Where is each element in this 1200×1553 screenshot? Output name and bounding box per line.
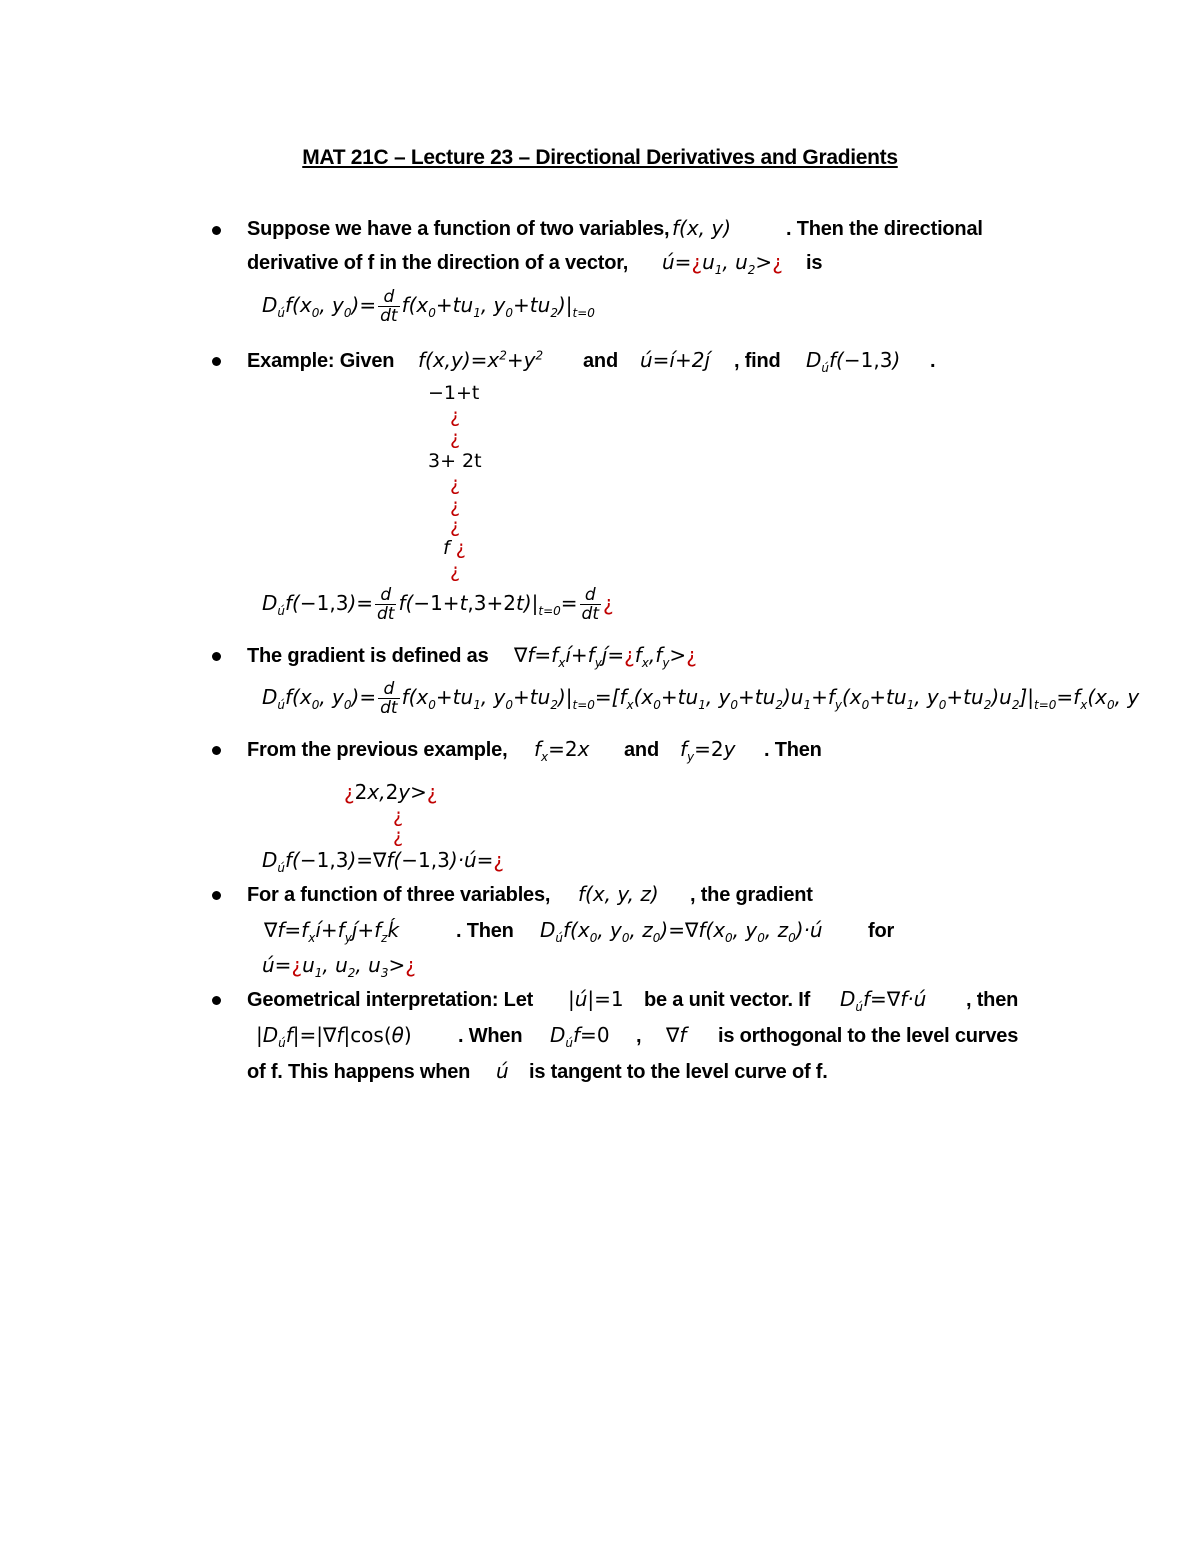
stack-line: ¿	[450, 495, 461, 517]
b3-text1: The gradient is defined as	[247, 645, 489, 667]
b1-text2: . Then the directional	[786, 218, 983, 240]
b1-text1: Suppose we have a function of two variables,	[247, 218, 670, 240]
b2-math-f: $f(x,y)=x^2+y^2$	[418, 348, 544, 372]
b5-math-du: $D_{ú}f(x_0$, $y_0$, $z_0)=\nabla f(x_0$, $y_0$, $z_0)\cdot ú$	[540, 918, 823, 945]
b5-then: . Then	[456, 920, 514, 942]
b5-text2: , the gradient	[690, 884, 813, 906]
b4-then: . Then	[764, 739, 822, 761]
b3-math-gradient: $\nabla f=f_xí+f_yj́=¿f_x,f_y>¿$	[514, 643, 697, 670]
stack-line: ¿	[450, 560, 461, 582]
b6-math-du: $D_{ú}f=\nabla f\cdot ú$	[840, 987, 927, 1014]
bullet-4-dot	[212, 746, 221, 755]
b2-end: .	[930, 350, 936, 372]
stack-line: f ¿	[443, 537, 466, 559]
bullet-5-dot	[212, 891, 221, 900]
b1-text3: derivative of f in the direction of a vector,	[247, 252, 629, 274]
bullet-2-dot	[212, 357, 221, 366]
b2-and: and	[583, 350, 618, 372]
stack-line: ¿	[393, 825, 404, 847]
red-inverted-question: ¿	[772, 250, 783, 274]
b6-math-grad: ∇f	[666, 1023, 687, 1047]
b2-math-du: $D_{ú}f(-1,3)$	[806, 348, 901, 375]
b6-text2: be a unit vector. If	[644, 989, 811, 1011]
b1-formula-directional-derivative: $D_{ú}f(x_0$, $y_0)=$ $\frac{d}{dt}$ $f(x_0+tu_1$, $y_0+tu_2)|_{t=0}$	[262, 287, 595, 326]
b6-text1: Geometrical interpretation: Let	[247, 989, 534, 1011]
b4-math-fx: $f_x=2x$	[534, 737, 590, 764]
b1-math-u: $ú=¿u_1$, $u_2>¿$	[662, 250, 783, 277]
b6-text7: is tangent to the level curve of f.	[529, 1061, 828, 1083]
b2-formula-example: $D_{ú}f(-1,3)=$ $\frac{d}{dt}$ $f(-1+t,3+2t)|_{t=0}=$ $\frac{d}{dt}$ ¿	[262, 585, 614, 624]
b6-text5: is orthogonal to the level curves	[718, 1025, 1019, 1047]
b5-text1: For a function of three variables,	[247, 884, 551, 906]
page-title: MAT 21C – Lecture 23 – Directional Derivatives and Gradients	[302, 146, 898, 169]
stack-line: 3+ 2t	[428, 450, 482, 472]
b6-math-u: ú	[496, 1059, 509, 1083]
b6-text4: . When	[458, 1025, 523, 1047]
b4-math-fy: $f_y=2y$	[680, 737, 736, 764]
b6-math-unit: |ú|=1	[568, 987, 624, 1011]
bullet-6-dot	[212, 996, 221, 1005]
b1-text4: is	[806, 252, 823, 274]
stack-line: ¿	[450, 405, 461, 427]
b5-math-gradient: $\nabla f=f_xí+f_yj́+f_zḱ$	[264, 918, 400, 945]
b2-find: , find	[734, 350, 781, 372]
stack-line: ¿	[450, 515, 461, 537]
b5-for: for	[868, 920, 895, 942]
b3-formula-long: $D_{ú}f(x_0$, $y_0)=$ $\frac{d}{dt}$ $f(x_0+tu_1$, $y_0+tu_2)|_{t=0}=[f_x(x_0+tu_1$, $y_0+tu_2)u_1+f_y(x_0+tu_1$, $y_0+tu_2)u_2]|_{t=0}=f_x(x_0$, y	[262, 680, 1140, 717]
bullet-3-dot	[212, 652, 221, 661]
b6-math-zero: $D_{ú}f=0$	[550, 1023, 610, 1050]
b6-text6: of f. This happens when	[247, 1061, 471, 1083]
stack-line: ¿	[450, 427, 461, 449]
red-inverted-question: ¿	[691, 250, 703, 274]
stack-line: −1+t	[428, 382, 480, 404]
b1-math-fxy: f(x, y)	[672, 216, 732, 240]
b5-math-u: $ú=¿u_1$, $u_2$, $u_3>¿$	[262, 953, 416, 980]
b6-text3: , then	[966, 989, 1019, 1011]
b6-math-abs: $|D_{ú}f|=|\nabla f|\cos(\theta)$	[256, 1023, 412, 1050]
stack-line: ¿	[450, 473, 461, 495]
b4-text1: From the previous example,	[247, 739, 508, 761]
b4-and: and	[624, 739, 659, 761]
bullet-1-dot	[212, 226, 221, 235]
b2-math-u: ú=í+2j́	[640, 348, 711, 372]
b4-vector: ¿2x,2y>¿	[344, 780, 438, 804]
b4-formula: $D_{ú}f(-1,3)=\nabla f(-1,3)\cdot ú=¿$	[262, 848, 505, 875]
b2-label: Example: Given	[247, 350, 395, 372]
b5-math-fxyz: f(x, y, z)	[578, 882, 659, 906]
stack-line: ¿	[393, 805, 404, 827]
b6-comma: ,	[636, 1025, 642, 1047]
